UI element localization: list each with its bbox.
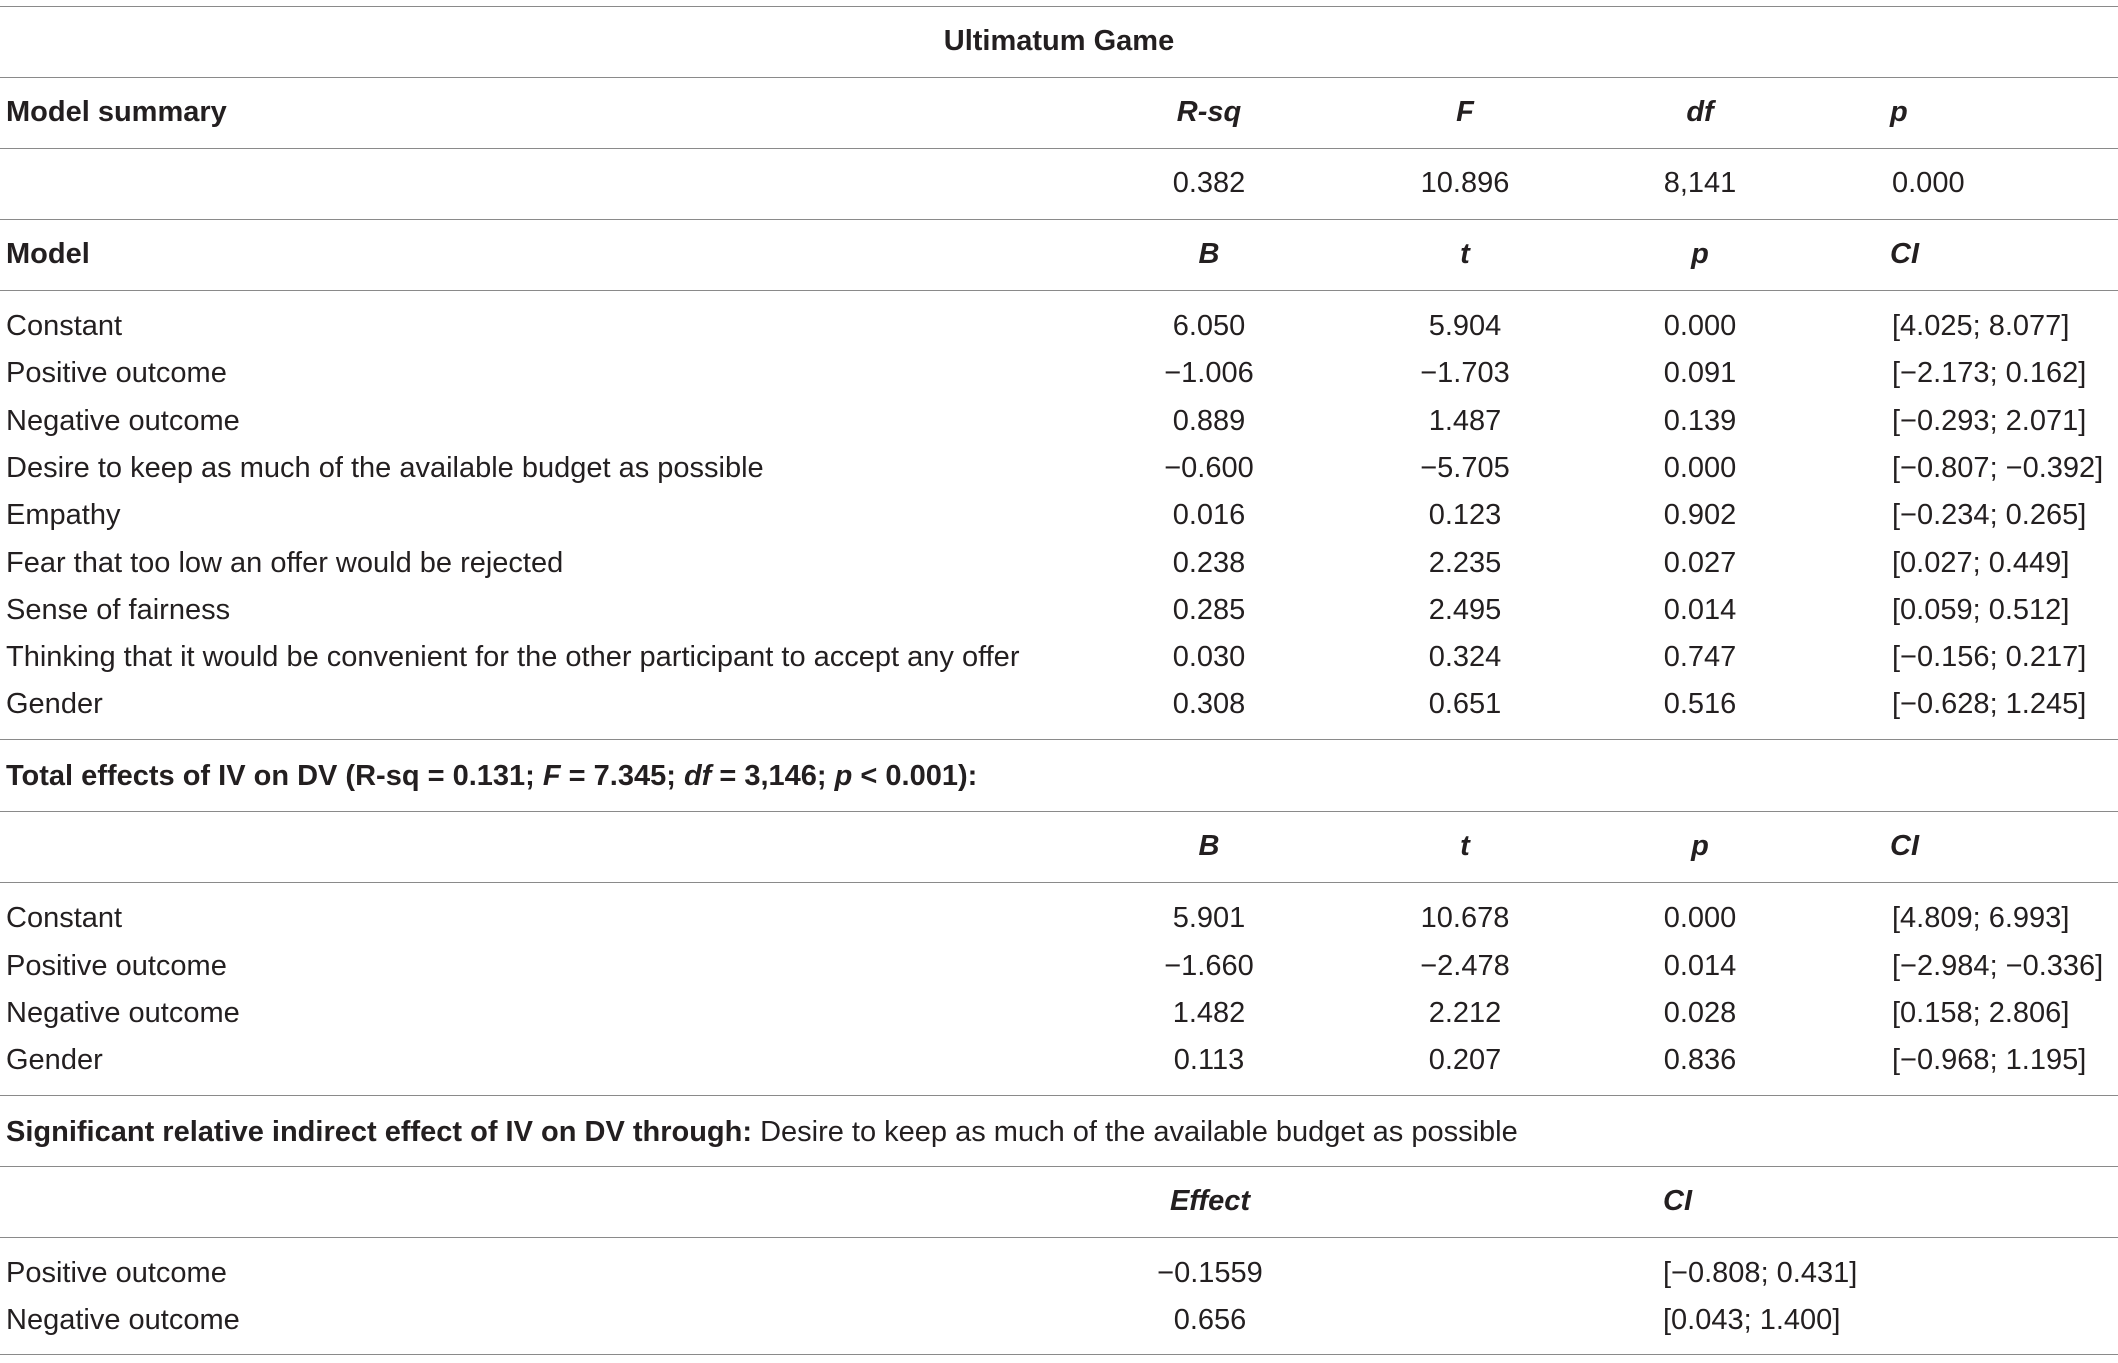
total-effects-heading (6, 752, 977, 800)
cell-b: 6.050 (1172, 310, 1246, 342)
cell-ci: [0.158; 2.806] (1892, 997, 2070, 1029)
row-label: Constant (6, 902, 123, 934)
indirect-heading-rest: Desire to keep as much of the available budget as possible (752, 1116, 1518, 1148)
header-p: p (1691, 830, 1709, 862)
header-p: p (1890, 96, 1908, 128)
cell-t: −2.478 (1420, 950, 1510, 982)
bottom-rule (0, 1354, 2118, 1355)
heading-part: = 7.345; (560, 760, 684, 792)
cell-ci: [4.809; 6.993] (1892, 902, 2070, 934)
cell-p: 0.000 (1663, 310, 1737, 342)
rule (0, 290, 2118, 291)
header-df: df (1686, 96, 1714, 128)
rule (0, 882, 2118, 883)
row-label: Fear that too low an offer would be rejected (6, 547, 564, 579)
row-label: Positive outcome (6, 950, 227, 982)
cell-b: 0.308 (1172, 688, 1246, 720)
cell-ci: [−2.984; −0.336] (1892, 950, 2104, 982)
cell-ci: [−2.173; 0.162] (1892, 357, 2087, 389)
rule (0, 77, 2118, 78)
cell-b: 5.901 (1172, 902, 1246, 934)
row-label: Positive outcome (6, 1257, 227, 1289)
cell-p: 0.028 (1663, 997, 1737, 1029)
cell-t: 0.207 (1428, 1044, 1502, 1076)
cell-b: 0.030 (1172, 641, 1246, 673)
rule (0, 1166, 2118, 1167)
row-label: Negative outcome (6, 997, 240, 1029)
row-label: Empathy (6, 499, 121, 531)
cell-t: 0.651 (1428, 688, 1502, 720)
cell-p: 0.902 (1663, 499, 1737, 531)
cell-ci: [0.059; 0.512] (1892, 594, 2070, 626)
cell-p: 0.516 (1663, 688, 1737, 720)
cell-t: 0.123 (1428, 499, 1502, 531)
cell-t: 2.495 (1428, 594, 1502, 626)
cell-p: 0.000 (1663, 902, 1737, 934)
value-p: 0.000 (1892, 167, 1965, 199)
cell-ci: [−0.156; 0.217] (1892, 641, 2087, 673)
row-label: Gender (6, 688, 103, 720)
value-df: 8,141 (1663, 167, 1737, 199)
header-t: t (1460, 830, 1470, 862)
cell-t: 2.235 (1428, 547, 1502, 579)
header-b: B (1198, 830, 1220, 862)
cell-ci: [−0.807; −0.392] (1892, 452, 2104, 484)
rule (0, 148, 2118, 149)
heading-part: = 3,146; (711, 760, 835, 792)
model-label: Model (6, 238, 90, 270)
cell-b: −1.660 (1164, 950, 1254, 982)
row-label: Positive outcome (6, 357, 227, 389)
row-label: Desire to keep as much of the available budget as possible (6, 452, 764, 484)
header-b: B (1198, 238, 1220, 270)
cell-p: 0.747 (1663, 641, 1737, 673)
cell-p: 0.000 (1663, 452, 1737, 484)
cell-p: 0.027 (1663, 547, 1737, 579)
cell-ci: [−0.628; 1.245] (1892, 688, 2087, 720)
heading-df: df (683, 760, 712, 792)
cell-t: 0.324 (1428, 641, 1502, 673)
cell-b: 0.889 (1172, 405, 1246, 437)
header-ci: CI (1890, 830, 1919, 862)
cell-t: 2.212 (1428, 997, 1502, 1029)
cell-b: −0.600 (1164, 452, 1254, 484)
cell-t: 1.487 (1428, 405, 1502, 437)
row-label: Negative outcome (6, 1304, 240, 1336)
cell-ci: [0.043; 1.400] (1663, 1304, 1841, 1336)
cell-ci: [4.025; 8.077] (1892, 310, 2070, 342)
cell-b: −1.006 (1164, 357, 1254, 389)
cell-ci: [−0.234; 0.265] (1892, 499, 2087, 531)
cell-ci: [−0.968; 1.195] (1892, 1044, 2087, 1076)
row-label: Constant (6, 310, 123, 342)
cell-p: 0.836 (1663, 1044, 1737, 1076)
row-label: Thinking that it would be convenient for the other participant to accept any offer (6, 641, 1020, 673)
heading-f: F (542, 760, 561, 792)
top-rule (0, 6, 2118, 7)
cell-ci: [−0.293; 2.071] (1892, 405, 2087, 437)
cell-ci: [−0.808; 0.431] (1663, 1257, 1858, 1289)
header-p: p (1691, 238, 1709, 270)
cell-t: −5.705 (1420, 452, 1510, 484)
cell-p: 0.091 (1663, 357, 1737, 389)
header-ci: CI (1663, 1185, 1692, 1217)
cell-t: −1.703 (1420, 357, 1510, 389)
rule (0, 219, 2118, 220)
rule (0, 1095, 2118, 1096)
model-summary-label: Model summary (6, 96, 227, 128)
cell-ci: [0.027; 0.449] (1892, 547, 2070, 579)
row-label: Negative outcome (6, 405, 240, 437)
header-rsq: R-sq (1176, 96, 1242, 128)
row-label: Gender (6, 1044, 103, 1076)
indirect-heading-bold: Significant relative indirect effect of IV on DV through: (6, 1116, 753, 1148)
table-title: Ultimatum Game (943, 25, 1175, 57)
value-f: 10.896 (1420, 167, 1510, 199)
rule (0, 811, 2118, 812)
header-effect: Effect (1169, 1185, 1251, 1217)
header-t: t (1460, 238, 1470, 270)
cell-p: 0.014 (1663, 950, 1737, 982)
header-ci: CI (1890, 238, 1919, 270)
cell-b: 1.482 (1172, 997, 1246, 1029)
cell-effect: −0.1559 (1157, 1257, 1263, 1289)
value-rsq: 0.382 (1172, 167, 1246, 199)
cell-b: 0.285 (1172, 594, 1246, 626)
cell-b: 0.238 (1172, 547, 1246, 579)
rule (0, 739, 2118, 740)
rule (0, 1237, 2118, 1238)
indirect-heading (6, 1108, 1518, 1156)
cell-b: 0.113 (1173, 1044, 1245, 1076)
cell-t: 5.904 (1428, 310, 1502, 342)
cell-p: 0.139 (1663, 405, 1737, 437)
heading-part: Total effects of IV on DV (R-sq = 0.131; (6, 760, 543, 792)
row-label: Sense of fairness (6, 594, 231, 626)
cell-p: 0.014 (1663, 594, 1737, 626)
heading-part: < 0.001): (852, 760, 978, 792)
cell-effect: 0.656 (1173, 1304, 1247, 1336)
cell-t: 10.678 (1420, 902, 1510, 934)
cell-b: 0.016 (1172, 499, 1246, 531)
header-f: F (1456, 96, 1474, 128)
heading-p: p (834, 760, 853, 792)
